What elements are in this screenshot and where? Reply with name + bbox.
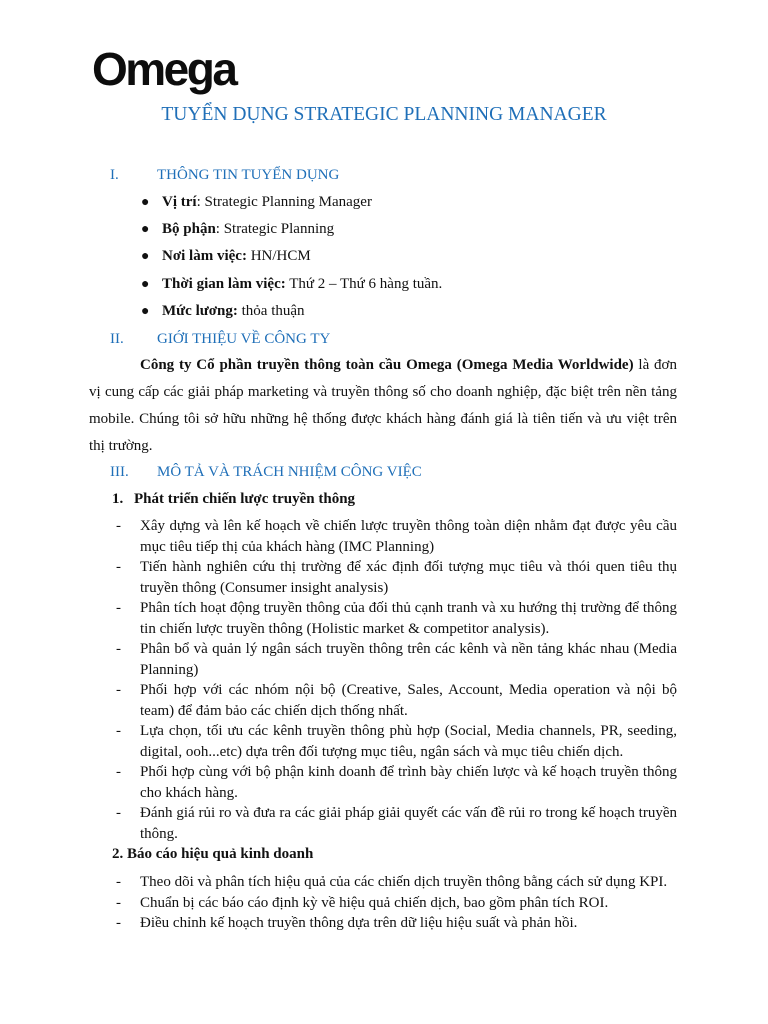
section-title: THÔNG TIN TUYỂN DỤNG	[157, 167, 340, 183]
dash-marker: -	[116, 641, 121, 657]
list-item	[89, 762, 677, 803]
info-label: Vị trí	[162, 194, 197, 210]
list-item-text: Phân tích hoạt động truyền thông của đối thủ cạnh tranh và xu hướng thị trường để thông tin chiến lược truyền thông (Holistic market & competitor analysis).	[140, 600, 677, 637]
info-value: HN/HCM	[250, 248, 311, 265]
dash-marker: -	[116, 518, 121, 534]
info-item-salary	[141, 301, 442, 328]
company-intro	[89, 352, 677, 460]
info-sep: :	[215, 221, 224, 238]
info-item-position	[141, 192, 442, 219]
list-item	[89, 893, 677, 914]
subheading-title: 2. Báo cáo hiệu quả kinh doanh	[112, 846, 314, 862]
list-item	[89, 639, 677, 680]
list-item-text: Lựa chọn, tối ưu các kênh truyền thông phù hợp (Social, Media channels, PR, seeding, digital, ooh...etc) dựa trên đối tượng mục tiêu, ngân sách và mục tiêu chiến dịch.	[140, 723, 677, 760]
logo-wordmark: Omega	[92, 43, 236, 95]
section-heading-duties	[110, 463, 422, 481]
list-item-text: Đánh giá rủi ro và đưa ra các giải pháp giải quyết các vấn đề rủi ro trong kế hoạch truyền thông.	[140, 805, 677, 842]
dash-marker: -	[116, 723, 121, 739]
list-item-text: Theo dõi và phân tích hiệu quả của các chiến dịch truyền thông bằng cách sử dụng KPI.	[140, 874, 668, 890]
list-item	[89, 598, 677, 639]
list-item	[89, 803, 677, 844]
dash-marker: -	[116, 874, 121, 890]
section-heading-company	[110, 330, 330, 348]
section-number: III.	[110, 464, 129, 480]
dash-marker: -	[116, 894, 121, 911]
info-label: Nơi làm việc:	[162, 248, 247, 265]
list-item	[89, 913, 677, 934]
section-number: II.	[110, 331, 124, 347]
list-item-text: Phối hợp cùng với bộ phận kinh doanh để trình bày chiến lược và kế hoạch truyền thông cho khách hàng.	[140, 764, 677, 801]
info-value: Thứ 2 – Thứ 6 hàng tuần.	[289, 275, 443, 292]
info-item-department	[141, 219, 442, 246]
company-name: Công ty Cổ phần truyền thông toàn cầu Omega (Omega Media Worldwide)	[140, 357, 634, 373]
page-title: TUYỂN DỤNG STRATEGIC PLANNING MANAGER	[161, 104, 607, 125]
section-heading-info	[110, 166, 339, 184]
info-value: Strategic Planning Manager	[204, 194, 372, 210]
info-value: Strategic Planning	[223, 221, 335, 238]
subheading-title: Phát triển chiến lược truyền thông	[134, 491, 356, 507]
list-item-text: Tiến hành nghiên cứu thị trường để xác định đối tượng mục tiêu và thói quen tiêu thụ truyền thông (Consumer insight analysis)	[140, 559, 677, 596]
info-list	[141, 192, 442, 328]
list-item-text: Phối hợp với các nhóm nội bộ (Creative, Sales, Account, Media operation và nội bộ team) để đảm bảo các chiến dịch thống nhất.	[140, 682, 677, 719]
dash-marker: -	[116, 600, 121, 616]
list-item	[89, 721, 677, 762]
list-item	[89, 516, 677, 557]
reporting-duties-list	[89, 872, 677, 934]
info-label: Bộ phận	[162, 221, 216, 238]
list-item-text: Chuẩn bị các báo cáo định kỳ về hiệu quả chiến dịch, bao gồm phân tích ROI.	[140, 894, 609, 911]
list-item-text: Xây dựng và lên kế hoạch về chiến lược truyền thông toàn diện nhằm đạt được yêu cầu mục tiêu tiếp thị của khách hàng (IMC Planning)	[140, 518, 677, 555]
section-title: MÔ TẢ VÀ TRÁCH NHIỆM CÔNG VIỆC	[157, 464, 422, 480]
dash-marker: -	[116, 805, 121, 821]
bullet-icon: ●	[141, 195, 150, 210]
section-number: I.	[110, 167, 119, 183]
info-item-location	[141, 246, 442, 273]
subheading-strategy	[112, 490, 355, 508]
info-label: Thời gian làm việc:	[162, 275, 286, 292]
bullet-icon: ●	[141, 303, 150, 319]
list-item	[89, 872, 677, 893]
list-item	[89, 680, 677, 721]
bullet-icon: ●	[141, 222, 150, 238]
list-item-text: Phân bổ và quản lý ngân sách truyền thông trên các kênh và nền tảng khác nhau (Media Planning)	[140, 641, 677, 678]
section-title: GIỚI THIỆU VỀ CÔNG TY	[157, 331, 331, 347]
strategy-duties-list	[89, 516, 677, 844]
bullet-icon: ●	[141, 276, 150, 292]
company-description: là đơn vị cung cấp các giải pháp marketing và truyền thông số cho doanh nghiệp, đặc biệt trên nền tảng mobile. Chúng tôi sở hữu những hệ thống được khách hàng đánh giá là tiên tiến và ưu việt trên thị trường.	[89, 357, 677, 454]
bullet-icon: ●	[141, 249, 150, 265]
info-value: thỏa thuận	[241, 302, 305, 319]
dash-marker: -	[116, 682, 121, 698]
info-sep: :	[196, 194, 205, 210]
dash-marker: -	[116, 764, 121, 780]
info-label: Mức lương:	[162, 302, 238, 319]
info-item-schedule	[141, 274, 442, 301]
dash-marker: -	[116, 915, 121, 931]
subheading-number: 1.	[112, 491, 124, 507]
list-item	[89, 557, 677, 598]
omega-logo	[92, 43, 236, 95]
dash-marker: -	[116, 559, 121, 575]
list-item-text: Điều chỉnh kế hoạch truyền thông dựa trên dữ liệu hiệu suất và phản hồi.	[140, 915, 578, 931]
subheading-reporting	[112, 845, 313, 863]
